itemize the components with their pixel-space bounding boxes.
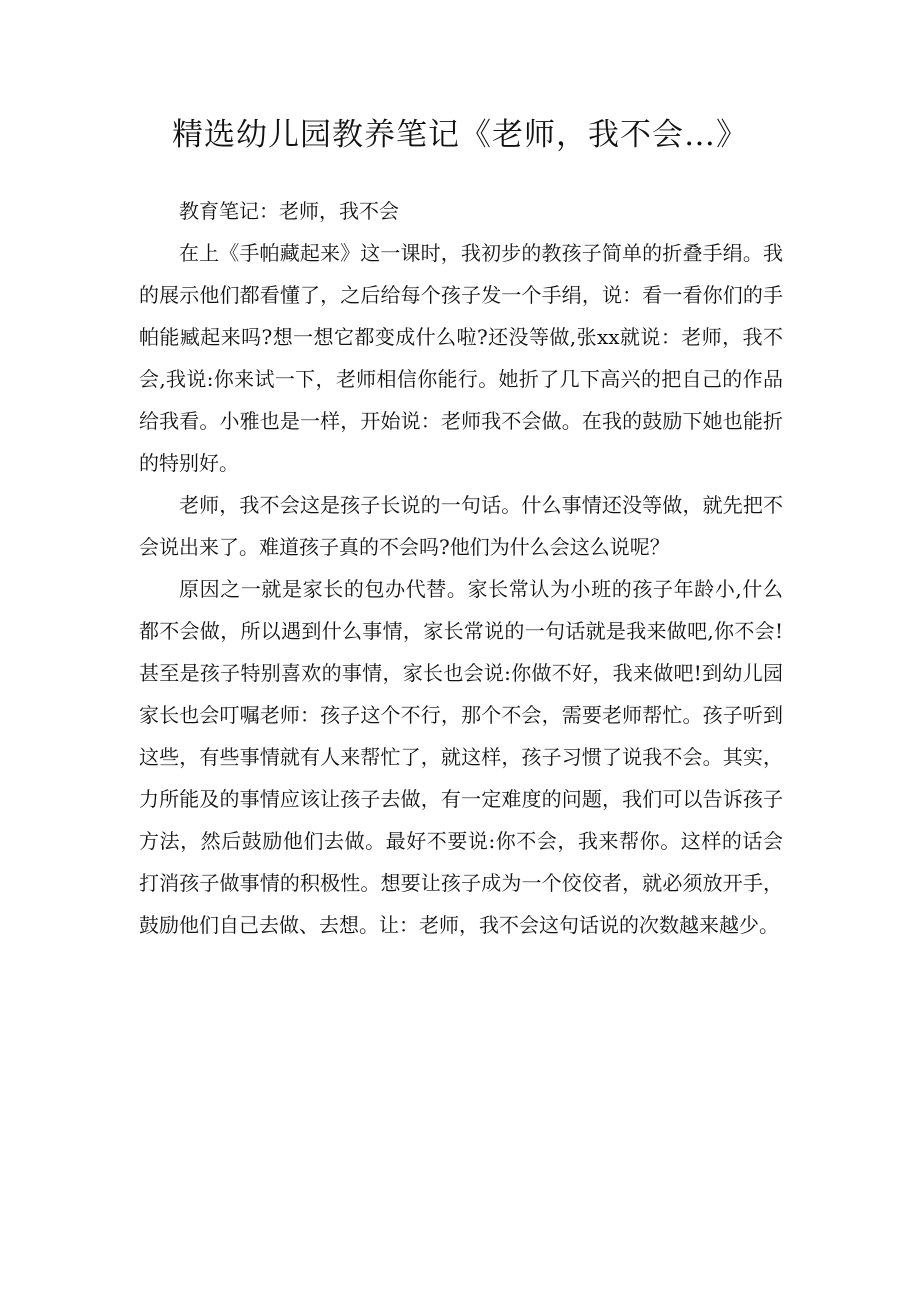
document-title: 精选幼儿园教养笔记《老师，我不会…》 (172, 117, 748, 153)
document-body (139, 190, 783, 946)
paragraph-story: 在上《手帕藏起来》这一课时，我初步的教孩子简单的折叠手绢。我的展示他们都看懂了，之后给每个孩子发一个手绢，说：看一看你们的手帕能臧起来吗?想一想它都变成什么啦?还没等做,张xx就说：老师，我不会,我说:你来试一下，老师相信你能行。她折了几下高兴的把自己的作品给我看。小雅也是一样，开始说：老师我不会做。在我的鼓励下她也能折的特别好。 (139, 241, 783, 475)
paragraph-reason: 原因之一就是家长的包办代替。家长常认为小班的孩子年龄小,什么都不会做，所以遇到什么事情，家长常说的一句话就是我来做吧,你不会!甚至是孩子特别喜欢的事情，家长也会说:你做不好，我来做吧!到幼儿园家长也会叮嘱老师：孩子这个不行，那个不会，需要老师帮忙。孩子听到这些，有些事情就有人来帮忙了，就这样，孩子习惯了说我不会。其实，力所能及的事情应该让孩子去做，有一定难度的问题，我们可以告诉孩子方法，然后鼓励他们去做。最好不要说:你不会，我来帮你。这样的话会打消孩子做事情的积极性。想要让孩子成为一个佼佼者，就必须放开手，鼓励他们自己去做、去想。让：老师，我不会这句话说的次数越来越少。 (139, 577, 783, 937)
paragraph-question: 老师，我不会这是孩子长说的一句话。什么事情还没等做，就先把不会说出来了。难道孩子真的不会吗?他们为什么会这么说呢？ (139, 493, 783, 559)
paragraph-subtitle: 教育笔记：老师，我不会 (179, 199, 399, 223)
